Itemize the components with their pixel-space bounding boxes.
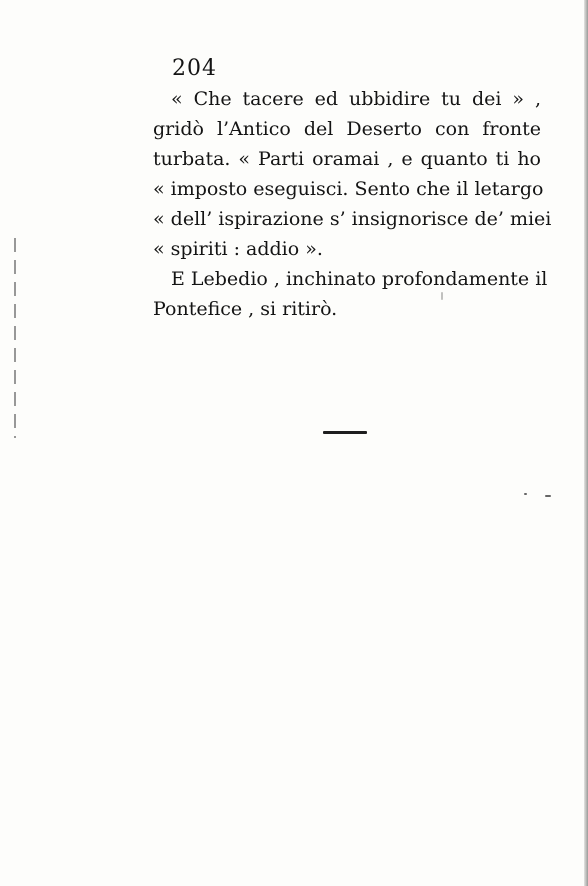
text-line: « dell’ ispirazione s’ insignorisce de’ miei	[153, 208, 552, 230]
text-line: Pontefice , si ritirò.	[153, 298, 338, 320]
text-line: « spiriti : addio ».	[153, 238, 323, 260]
text-line: gridò l’Antico del Deserto con fronte	[153, 118, 541, 140]
text-line: turbata. « Parti oramai , e quanto ti ho	[153, 148, 541, 170]
page-binding-shadow	[14, 238, 16, 438]
page-edge-shadow	[584, 0, 588, 886]
section-separator-rule	[323, 431, 367, 434]
body-text	[153, 84, 552, 324]
text-line: « imposto eseguisci. Sento che il letargo	[153, 178, 544, 200]
paragraph-speech	[153, 84, 552, 264]
print-speck	[545, 495, 551, 497]
text-line: « Che tacere ed ubbidire tu dei » ,	[171, 88, 541, 110]
print-speck	[441, 292, 443, 300]
paragraph-departure	[153, 264, 548, 324]
print-speck	[524, 493, 527, 495]
text-line: E Lebedio , inchinato profondamente il	[171, 268, 548, 290]
page-number: 204	[172, 56, 217, 81]
